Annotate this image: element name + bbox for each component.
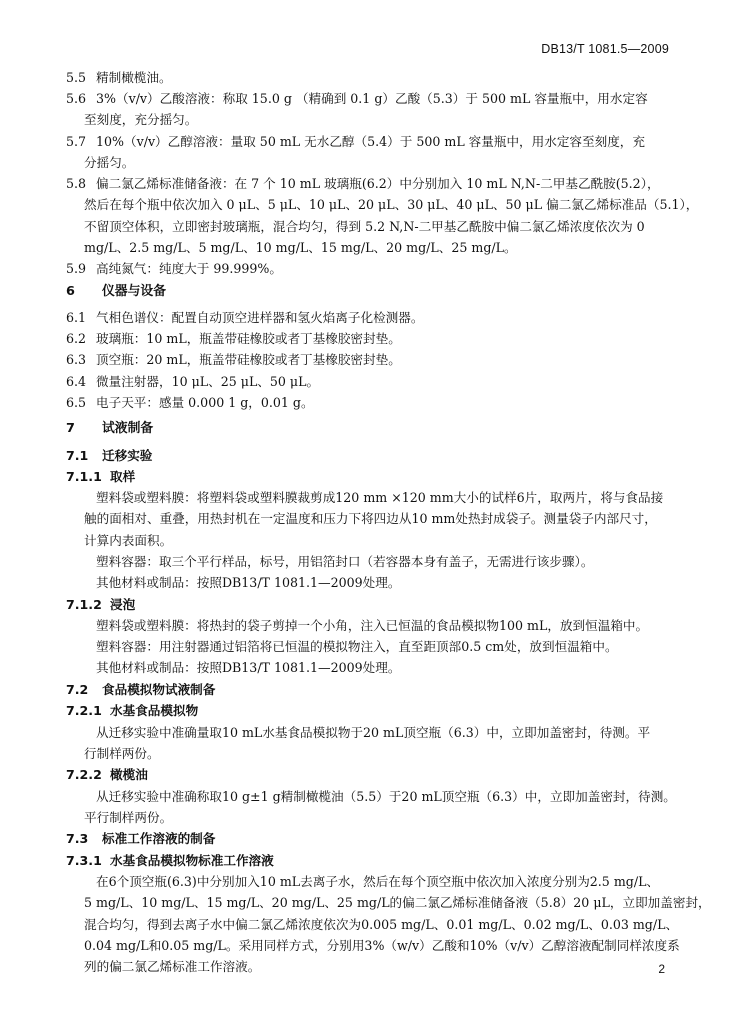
paragraph-text: 塑料袋或塑料膜：将塑料袋或塑料膜裁剪成120 mm ×120 mm大小的试样6片，取两片，将与食品接	[96, 490, 664, 505]
clause-text: 顶空瓶：20 mL，瓶盖带硅橡胶或者丁基橡胶密封垫。	[96, 352, 401, 367]
subsection-number: 7.3.1	[66, 853, 102, 868]
section-number: 6	[66, 284, 75, 299]
page-number: 2	[658, 962, 665, 976]
subsection-title: 浸泡	[110, 597, 136, 612]
document-code: DB13/T 1081.5—2009	[541, 42, 669, 56]
continuation-text: 混合均匀，得到去离子水中偏二氯乙烯浓度依次为0.005 mg/L、0.01 mg/L、0.02 mg/L、0.03 mg/L、	[84, 917, 679, 932]
subsection-number: 7.2	[66, 682, 89, 697]
subsection-title: 食品模拟物试液制备	[102, 682, 216, 697]
clause-text: 10%（v/v）乙醇溶液：量取 50 mL 无水乙醇（5.4）于 500 mL 容量瓶中，用水定容至刻度，充	[96, 134, 645, 149]
clause-text: 玻璃瓶：10 mL，瓶盖带硅橡胶或者丁基橡胶密封垫。	[96, 331, 401, 346]
subsection-number: 7.1.2	[66, 597, 102, 612]
clause-number: 6.1	[66, 310, 87, 325]
subsection-number: 7.1.1	[66, 469, 102, 484]
clause-text: 偏二氯乙烯标准储备液：在 7 个 10 mL 玻璃瓶(6.2）中分别加入 10 mL N,N-二甲基乙酰胺(5.2），	[96, 176, 660, 191]
subsection-number: 7.3	[66, 831, 89, 846]
continuation-text: 计算内表面积。	[84, 533, 173, 548]
subsection-title: 取样	[110, 469, 136, 484]
continuation-text: 5 mg/L、10 mg/L、15 mg/L、20 mg/L、25 mg/L的偏二氯乙烯标准储备液（5.8）20 μL，立即加盖密封，	[84, 895, 711, 910]
continuation-text: 列的偏二氯乙烯标准工作溶液。	[84, 959, 261, 974]
paragraph-text: 从迁移实验中准确量取10 mL水基食品模拟物于20 mL顶空瓶（6.3）中，立即加盖密封，待测。平	[96, 725, 651, 740]
subsection-number: 7.2.1	[66, 703, 102, 718]
subsection-title: 水基食品模拟物	[110, 703, 199, 718]
subsection-number: 7.1	[66, 448, 89, 463]
paragraph-text: 从迁移实验中准确称取10 g±1 g精制橄榄油（5.5）于20 mL顶空瓶（6.3）中，立即加盖密封，待测。	[96, 789, 676, 804]
clause-text: 精制橄榄油。	[96, 70, 172, 85]
clause-number: 5.7	[66, 134, 87, 149]
paragraph-text: 塑料容器：取三个平行样品，标号，用铝箔封口（若容器本身有盖子，无需进行该步骤）。	[96, 554, 594, 569]
continuation-text: 不留顶空体积，立即密封玻璃瓶，混合均匀，得到 5.2 N,N-二甲基乙酰胺中偏二氯乙烯浓度依次为 0	[84, 219, 645, 234]
clause-text: 电子天平：感量 0.000 1 g，0.01 g。	[96, 395, 314, 410]
continuation-text: 行制样两份。	[84, 746, 160, 761]
subsection-title: 橄榄油	[110, 767, 148, 782]
continuation-text: 0.04 mg/L和0.05 mg/L。采用同样方式，分别用3%（w/v）乙酸和10%（v/v）乙醇溶液配制同样浓度系	[84, 938, 680, 953]
paragraph-text: 塑料袋或塑料膜：将热封的袋子剪掉一个小角，注入已恒温的食品模拟物100 mL，放到恒温箱中。	[96, 618, 649, 633]
clause-text: 3%（v/v）乙酸溶液：称取 15.0 g （精确到 0.1 g）乙酸（5.3）于 500 mL 容量瓶中，用水定容	[96, 91, 648, 106]
paragraph-text: 其他材料或制品：按照DB13/T 1081.1—2009处理。	[96, 660, 401, 675]
subsection-title: 标准工作溶液的制备	[102, 831, 216, 846]
clause-number: 5.6	[66, 91, 87, 106]
clause-text: 高纯氮气：纯度大于 99.999%。	[96, 261, 282, 276]
paragraph-text: 在6个顶空瓶(6.3)中分别加入10 mL去离子水，然后在每个顶空瓶中依次加入浓度分别为2.5 mg/L、	[96, 874, 660, 889]
continuation-text: 至刻度，充分摇匀。	[84, 112, 198, 127]
subsection-number: 7.2.2	[66, 767, 102, 782]
clause-number: 6.2	[66, 331, 87, 346]
clause-number: 5.5	[66, 70, 87, 85]
clause-text: 气相色谱仪：配置自动顶空进样器和氢火焰离子化检测器。	[96, 310, 424, 325]
continuation-text: 触的面相对、重叠，用热封机在一定温度和压力下将四边从10 mm处热封成袋子。测量袋子内部尺寸，	[84, 511, 657, 526]
continuation-text: mg/L、2.5 mg/L、5 mg/L、10 mg/L、15 mg/L、20 mg/L、25 mg/L。	[84, 240, 517, 255]
section-title: 试液制备	[102, 421, 154, 436]
subsection-title: 水基食品模拟物标准工作溶液	[110, 853, 274, 868]
paragraph-text: 塑料容器：用注射器通过铝箔将已恒温的模拟物注入，直至距顶部0.5 cm处，放到恒温箱中。	[96, 639, 618, 654]
continuation-text: 然后在每个瓶中依次加入 0 μL、5 μL、10 μL、20 μL、30 μL、40 μL、50 μL 偏二氯乙烯标准品（5.1），	[84, 197, 699, 212]
continuation-text: 分摇匀。	[84, 155, 135, 170]
clause-number: 6.4	[66, 374, 87, 389]
clause-number: 5.9	[66, 261, 87, 276]
subsection-title: 迁移实验	[102, 448, 153, 463]
section-title: 仪器与设备	[102, 284, 166, 299]
clause-number: 6.3	[66, 352, 87, 367]
clause-text: 微量注射器，10 μL、25 μL、50 μL。	[96, 374, 320, 389]
continuation-text: 平行制样两份。	[84, 810, 173, 825]
paragraph-text: 其他材料或制品：按照DB13/T 1081.1—2009处理。	[96, 575, 401, 590]
section-number: 7	[66, 421, 75, 436]
clause-number: 5.8	[66, 176, 87, 191]
clause-number: 6.5	[66, 395, 87, 410]
